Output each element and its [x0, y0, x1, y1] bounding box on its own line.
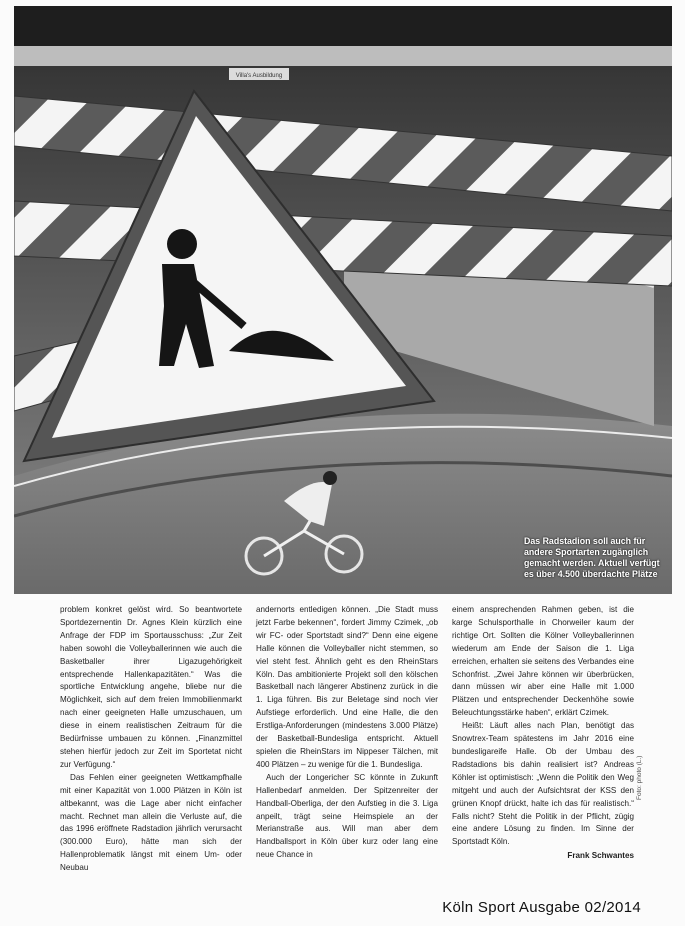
velodrome-photo-illustration [14, 6, 672, 594]
paragraph: Auch der Longericher SC könnte in Zukunft Hallenbedarf anmelden. Der Spitzenreiter der Handball-Oberliga, der den Aufstieg in die 3. Liga anpeilt, trägt seine Heimspiele an der Merianstraße aus. Will man aber dem Handballsport in Köln über kurz oder lang eine neue Chance in [256, 772, 438, 860]
publication-footer: Köln Sport Ausgabe 02/2014 [442, 899, 641, 916]
photo-caption: Das Radstadion soll auch für andere Sportarten zugänglich gemacht werden. Aktuell verfügt es über 4.500 überdachte Plätze [524, 536, 660, 579]
article-column-1 [60, 604, 242, 886]
banner-text: Villa's Ausbildung [235, 73, 283, 79]
paragraph: andernorts entledigen können. „Die Stadt muss jetzt Farbe bekennen“, fordert Jimmy Czimek, „ob wir FC- oder Sportstadt sind?“ Denn eine eigene Halle können die Volleyballer nicht stemmen, so viel steht fest. Ähnlich geht es den RheinStars Köln. Das ambitionierte Projekt soll den kölschen Basketball nach längerer Abstinenz zurück in die 1. Liga führen. Bis zur Beletage sind noch vier Aufstiege erforderlich. Und eine Halle, die den Erstliga-Anforderungen (mindestens 3.000 Plätze) der Basketball-Bundesliga entspricht. Aktuell spielen die RheinStars im Nippeser Tälchen, mit 400 Plätzen – zu wenige für die 1. Bundesliga. [256, 605, 438, 769]
article-column-3 [452, 604, 634, 886]
paragraph: einem ansprechenden Rahmen geben, ist die karge Schulsporthalle in Chorweiler kaum der richtige Ort. Sollten die Kölner Volleyballerinnen wiederum am Ende der Saison die 1. Liga erreichen, erhalten sie seitens des Verbandes eine Schonfrist. „Zwei Jahre können wir überbrücken, dann müssen wir aber eine Halle mit 1.000 Plätzen und entsprechender Deckenhöhe sowie Beleuchtungsstärke haben“, erklärt Czimek. [452, 605, 634, 718]
hero-photo [14, 6, 672, 594]
arena-roof [14, 6, 672, 51]
arena-rim [14, 46, 672, 66]
paragraph: Heißt: Läuft alles nach Plan, benötigt das Snowtrex-Team spätestens im Jahr 2016 eine bundesligareife Halle. Ob der Umbau des Radstadions bis dahin realisiert ist? Andreas Köhler ist optimistisch: „Wenn die Politik den Weg mitgeht und auch der Aufsichtsrat der KSS den grünen Knopf drückt, halte ich das für realistisch.“ Falls nicht? Steht die Politik in der Pflicht, zügig eine andere Lösung zu finden. Im Sinne der Sportstadt Köln. [452, 721, 634, 847]
article-column-2 [256, 604, 438, 886]
paragraph: Das Fehlen einer geeigneten Wettkampfhalle mit einer Kapazität von 1.000 Plätzen in Köln ist altbekannt, was die Lage aber nicht einfacher macht. Rechnet man allein die Verluste auf, die das 1996 eröffnete Radstadion jährlich verursacht (300.000 Euro), hätte man sich der Hallenproblematik längst mit einem Um- oder Neubau [60, 772, 242, 873]
paragraph: problem konkret gelöst wird. So beantwortete Sportdezernentin Dr. Agnes Klein kürzlich eine Anfrage der FDP im Sportausschuss: „Zur Zeit haben sowohl die Volleyballerinnen wie auch die Basketballer ihrer Ligazugehörigkeit entsprechende Hallenkapazitäten.“ Was die sportliche Entwicklung angehe, bliebe nur die Möglichkeit, sich auf dem freien Immobilienmarkt nach einer geeigneten Halle umzuschauen, um diese in einem realistischen Zeitraum für die Bedürfnisse umbauen zu können. „Finanzmittel stehen hierfür jedoch zur Zeit im Sportetat nicht zur Verfügung.“ [60, 605, 242, 769]
worker-head-icon [167, 229, 197, 259]
author-byline: Frank Schwantes [567, 851, 634, 861]
article-body [60, 604, 635, 886]
photo-credit: Foto: photo (L.) [636, 755, 643, 800]
